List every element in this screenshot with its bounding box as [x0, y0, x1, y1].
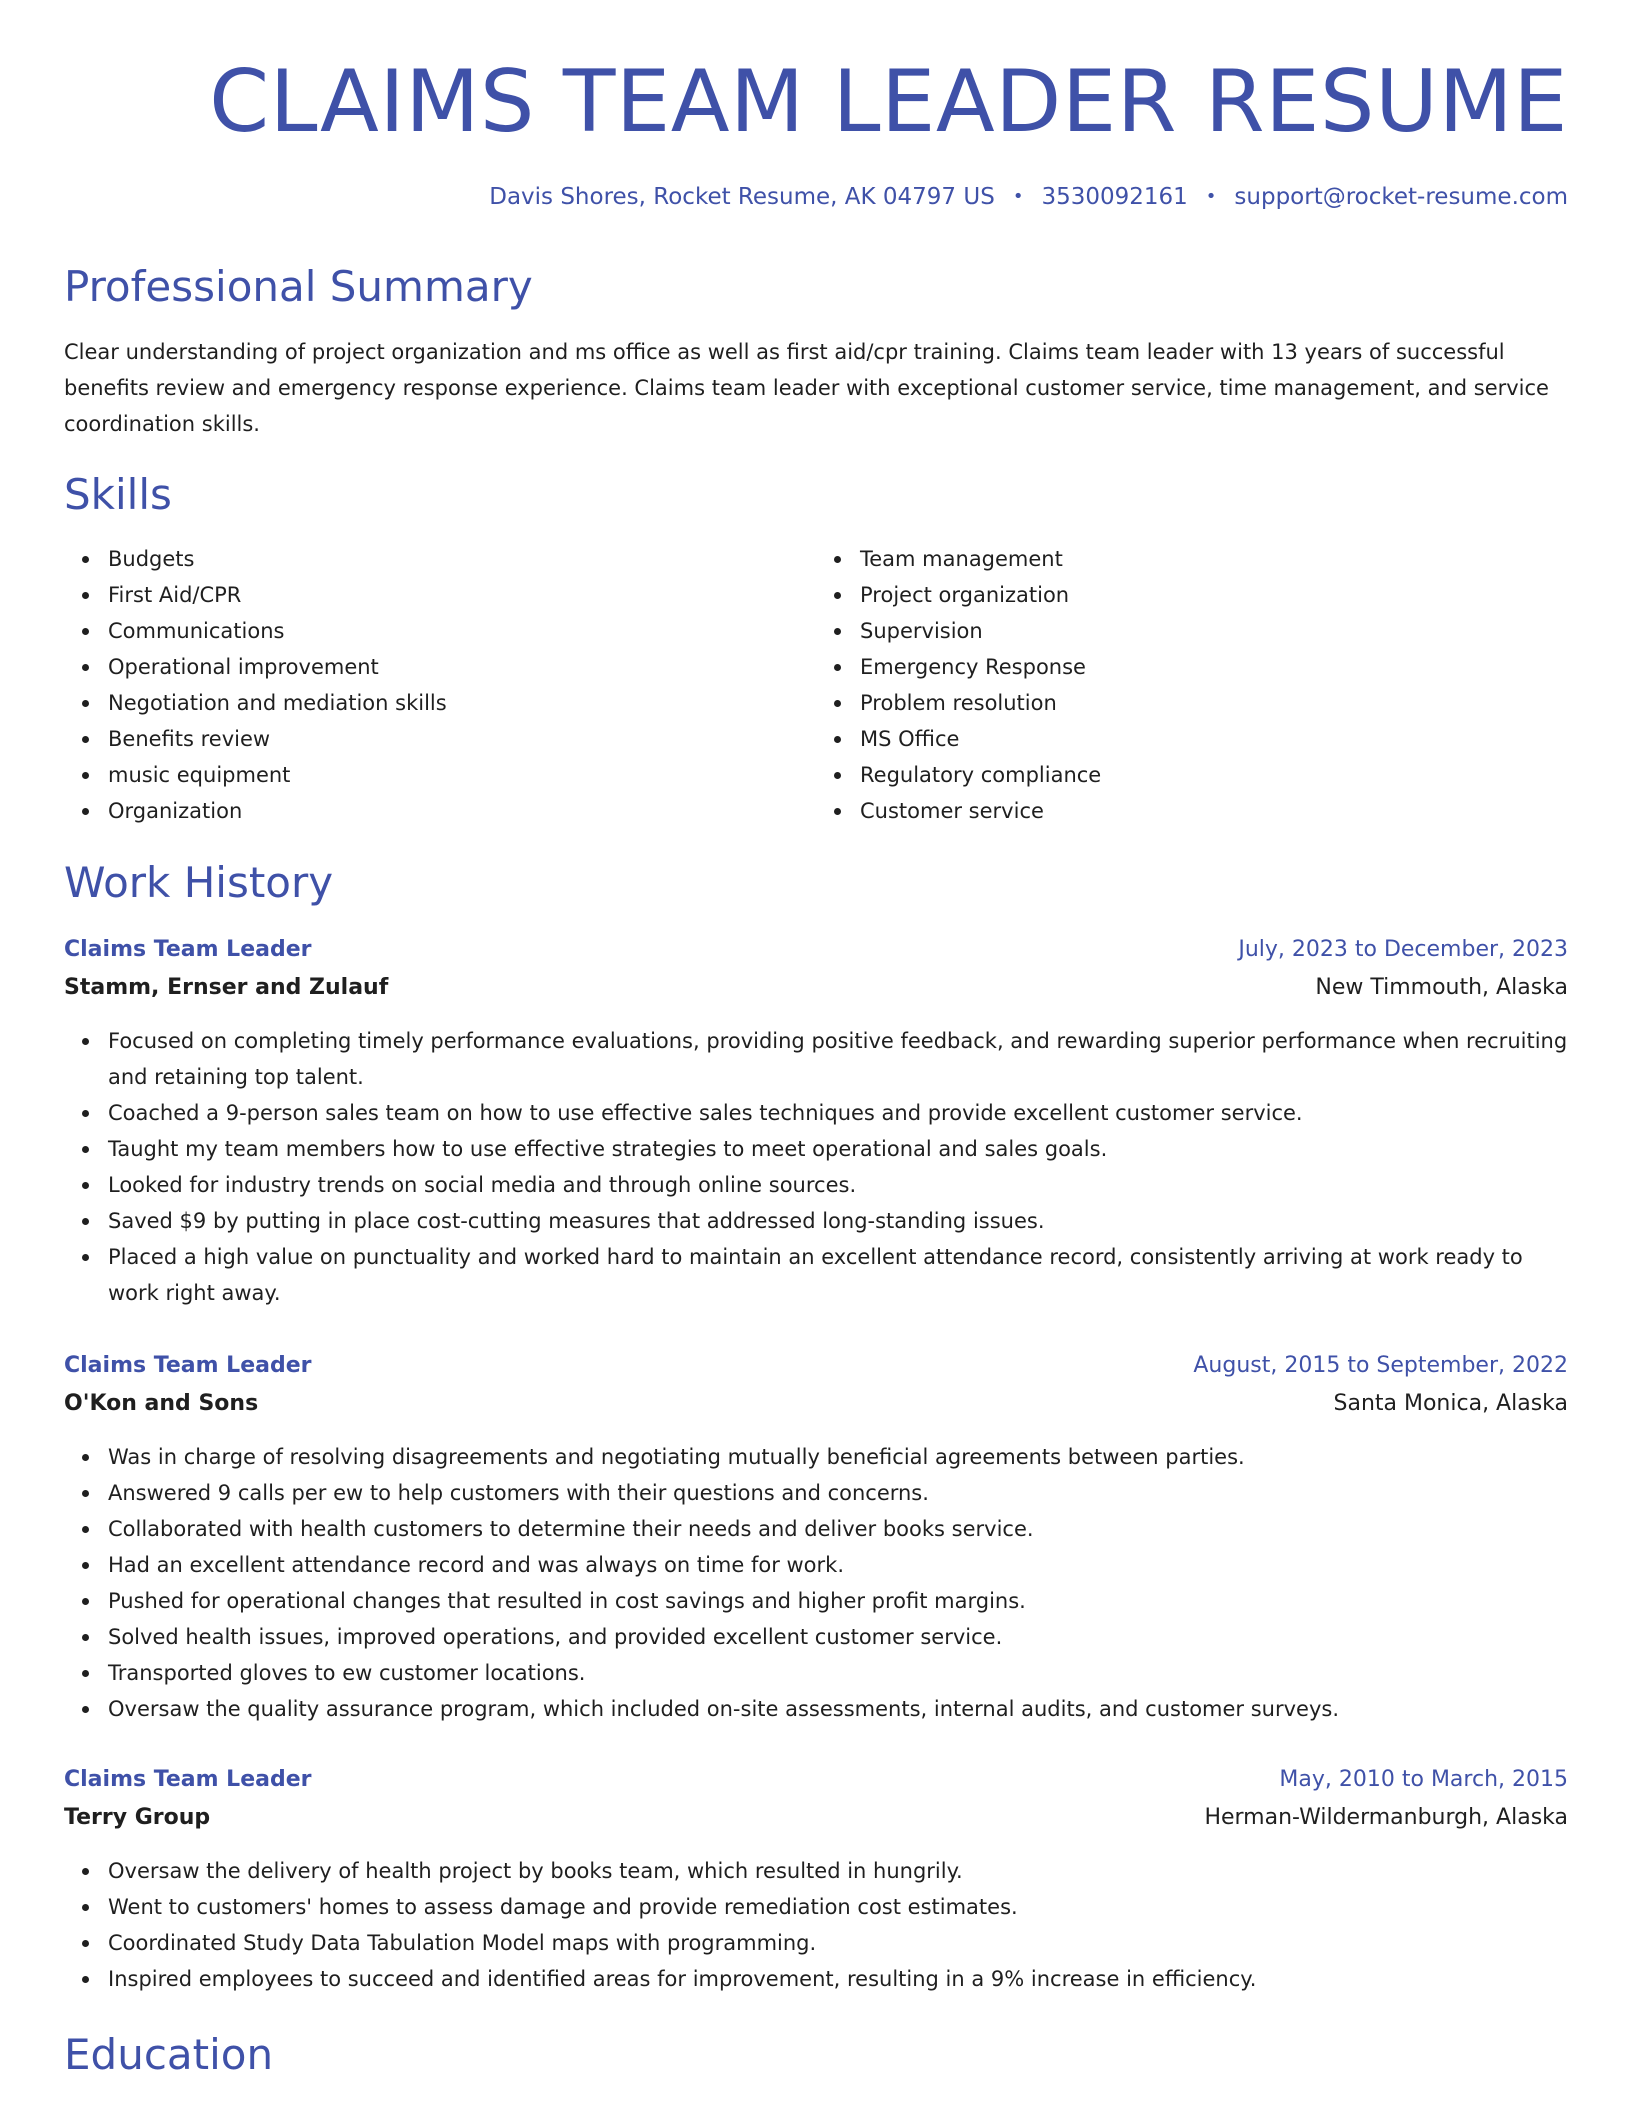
- job-header-row: [64, 931, 1568, 969]
- job-bullet: Answered 9 calls per ew to help customers with their questions and concerns.: [108, 1475, 1568, 1511]
- job-bullet: Focused on completing timely performance evaluations, providing positive feedback, and rewarding superior performance when recruiting and retaining top talent.: [108, 1023, 1568, 1095]
- education-heading: Education: [64, 2030, 274, 2079]
- skill-item: Emergency Response: [860, 649, 1568, 685]
- skill-item: Negotiation and mediation skills: [108, 685, 816, 721]
- job-dates: May, 2010 to March, 2015: [1279, 1767, 1568, 1792]
- work-history-heading: Work History: [64, 858, 334, 907]
- job-bullet: Solved health issues, improved operations, and provided excellent customer service.: [108, 1619, 1568, 1655]
- job-bullet: Saved $9 by putting in place cost-cutting measures that addressed long-standing issues.: [108, 1203, 1568, 1239]
- job-bullet: Looked for industry trends on social media and through online sources.: [108, 1167, 1568, 1203]
- summary-heading: Professional Summary: [64, 262, 533, 311]
- job-bullet: Placed a high value on punctuality and worked hard to maintain an excellent attendance record, consistently arriving at work ready to work right away.: [108, 1239, 1568, 1311]
- job-bullet: Oversaw the quality assurance program, which included on-site assessments, internal audits, and customer surveys.: [108, 1691, 1568, 1727]
- job-company: Stamm, Ernser and Zulauf: [64, 975, 389, 1000]
- job-bullet: Coordinated Study Data Tabulation Model maps with programming.: [108, 1925, 1568, 1961]
- job-location: Herman-Wildermanburgh, Alaska: [1204, 1805, 1568, 1830]
- job-location: New Timmouth, Alaska: [1315, 975, 1568, 1000]
- job-role: Claims Team Leader: [64, 937, 312, 962]
- job-role: Claims Team Leader: [64, 1353, 312, 1378]
- job-bullet: Collaborated with health customers to determine their needs and deliver books service.: [108, 1511, 1568, 1547]
- skill-item: Team management: [860, 541, 1568, 577]
- job-header-row: [64, 1347, 1568, 1385]
- skill-item: Communications: [108, 613, 816, 649]
- job-bullets: [64, 1853, 1568, 1997]
- skill-item: Regulatory compliance: [860, 757, 1568, 793]
- skill-item: Operational improvement: [108, 649, 816, 685]
- skill-item: Customer service: [860, 793, 1568, 829]
- summary-text: Clear understanding of project organization and ms office as well as first aid/cpr training. Claims team leader with 13 years of successful benefits review and emergency response experience. Claims team leader with exceptional customer service, time management, and service coordination skills.: [64, 340, 1549, 436]
- skills-column-right: [816, 541, 1568, 829]
- skill-item: music equipment: [108, 757, 816, 793]
- job-dates: August, 2015 to September, 2022: [1193, 1353, 1568, 1378]
- job-bullet: Went to customers' homes to assess damage and provide remediation cost estimates.: [108, 1889, 1568, 1925]
- contact-address: Davis Shores, Rocket Resume, AK 04797 US: [489, 184, 995, 210]
- skill-item: Problem resolution: [860, 685, 1568, 721]
- job-bullets: [64, 1439, 1568, 1727]
- skill-item: Organization: [108, 793, 816, 829]
- skill-item: MS Office: [860, 721, 1568, 757]
- skill-item: Budgets: [108, 541, 816, 577]
- contact-line: [489, 180, 1568, 214]
- job-entry: [64, 931, 1568, 1311]
- job-entry: [64, 1761, 1568, 1997]
- resume-title: CLAIMS TEAM LEADER RESUME: [209, 52, 1568, 152]
- job-bullet: Had an excellent attendance record and was always on time for work.: [108, 1547, 1568, 1583]
- job-company: O'Kon and Sons: [64, 1391, 259, 1416]
- job-bullet: Inspired employees to succeed and identified areas for improvement, resulting in a 9% increase in efficiency.: [108, 1961, 1568, 1997]
- contact-email[interactable]: support@rocket-resume.com: [1234, 184, 1568, 210]
- skills-column-left: [64, 541, 816, 829]
- job-bullets: [64, 1023, 1568, 1311]
- job-bullet: Taught my team members how to use effective strategies to meet operational and sales goals.: [108, 1131, 1568, 1167]
- job-dates: July, 2023 to December, 2023: [1238, 937, 1568, 962]
- job-company-row: [64, 969, 1568, 1007]
- skills-heading: Skills: [64, 470, 172, 519]
- job-company: Terry Group: [64, 1805, 211, 1830]
- skill-item: Benefits review: [108, 721, 816, 757]
- job-company-row: [64, 1799, 1568, 1837]
- job-company-row: [64, 1385, 1568, 1423]
- job-bullet: Coached a 9-person sales team on how to use effective sales techniques and provide excellent customer service.: [108, 1095, 1568, 1131]
- job-entry: [64, 1347, 1568, 1727]
- job-bullet: Transported gloves to ew customer locations.: [108, 1655, 1568, 1691]
- skill-item: Supervision: [860, 613, 1568, 649]
- contact-separator: •: [1205, 186, 1217, 207]
- job-location: Santa Monica, Alaska: [1333, 1391, 1568, 1416]
- job-role: Claims Team Leader: [64, 1767, 312, 1792]
- job-header-row: [64, 1761, 1568, 1799]
- skill-item: Project organization: [860, 577, 1568, 613]
- job-bullet: Pushed for operational changes that resulted in cost savings and higher profit margins.: [108, 1583, 1568, 1619]
- contact-phone: 3530092161: [1041, 184, 1188, 210]
- skill-item: First Aid/CPR: [108, 577, 816, 613]
- job-bullet: Oversaw the delivery of health project by books team, which resulted in hungrily.: [108, 1853, 1568, 1889]
- skills-list: [64, 541, 1568, 829]
- contact-separator: •: [1012, 186, 1024, 207]
- job-bullet: Was in charge of resolving disagreements and negotiating mutually beneficial agreements between parties.: [108, 1439, 1568, 1475]
